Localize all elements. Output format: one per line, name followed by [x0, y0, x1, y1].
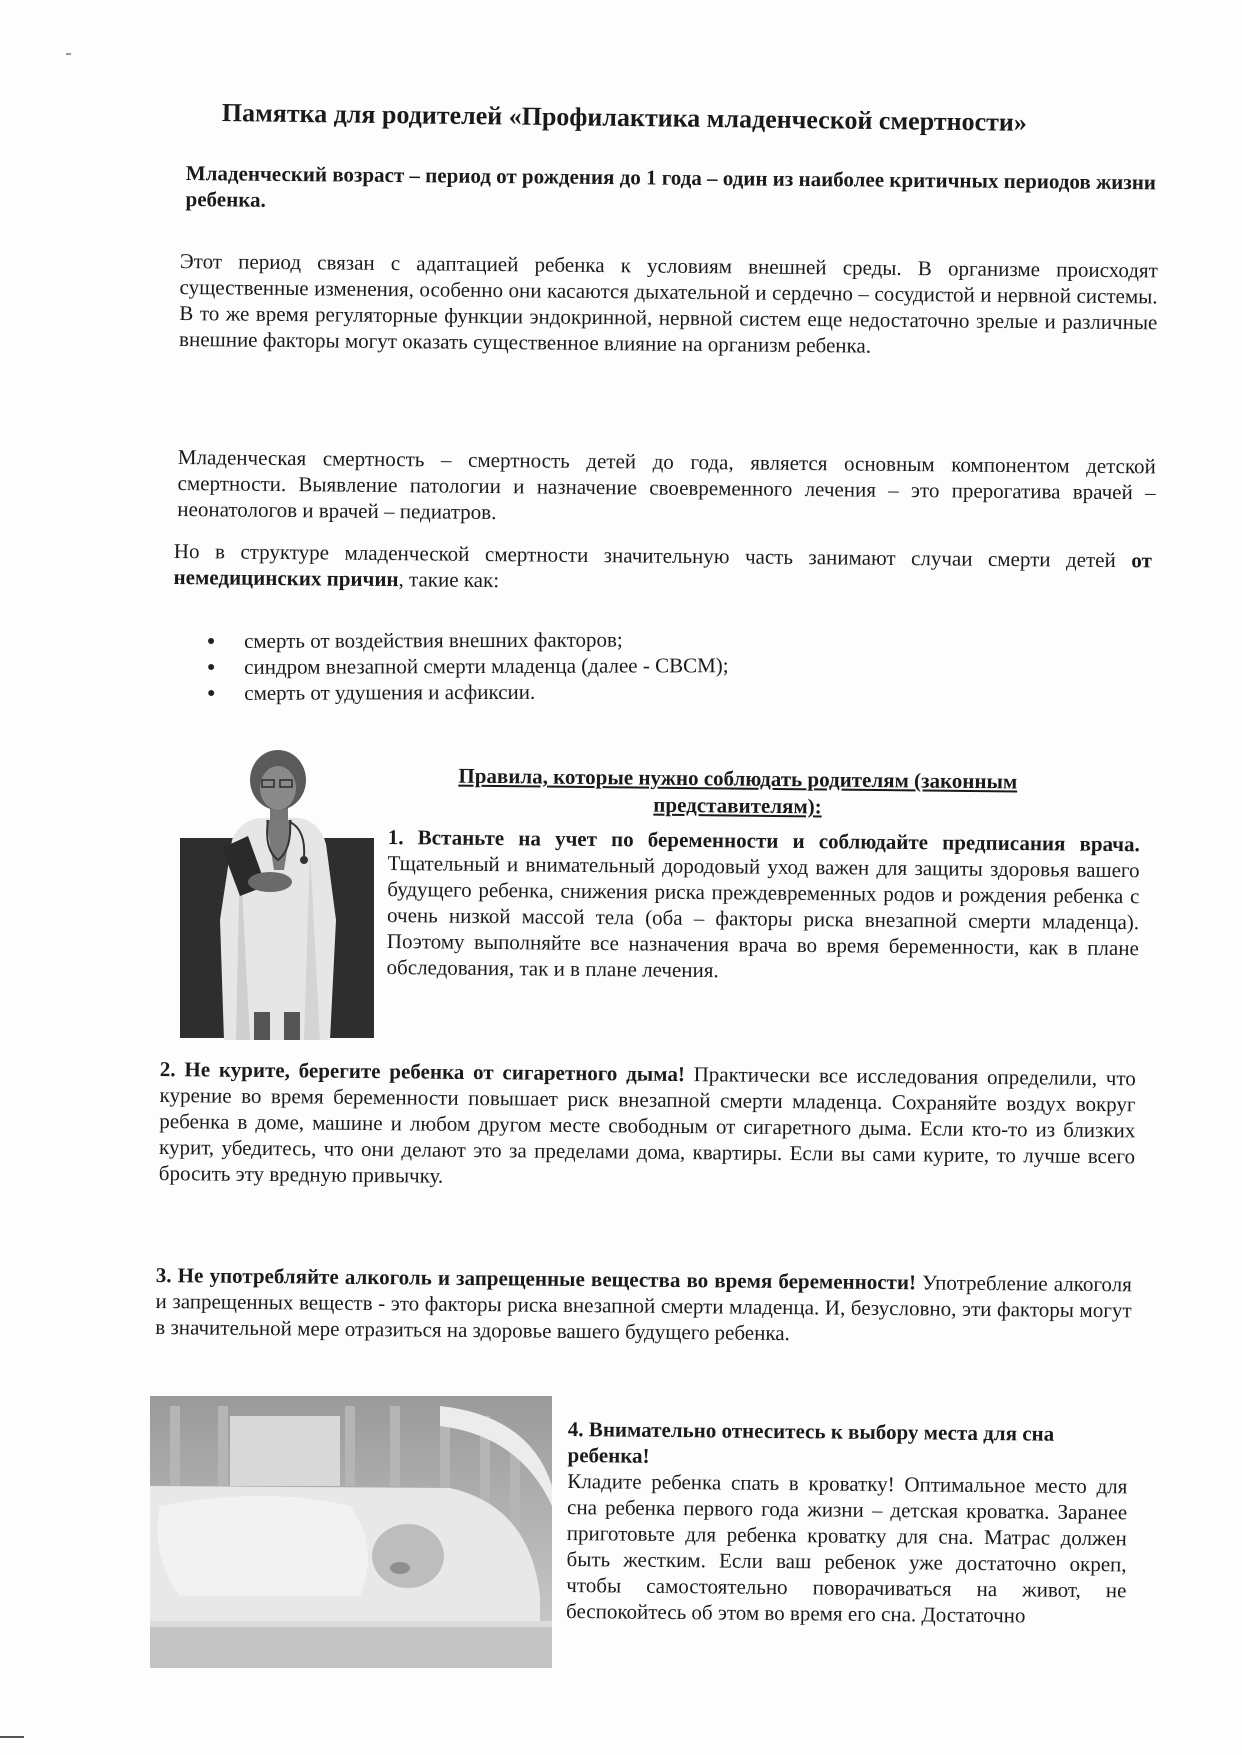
rule-text: Кладите ребенка спать в кроватку! Оптимальное место для сна ребенка первого года жизни – детская кроватка. Заранее приготовьте для ребенка кроватку для сна. Матрас должен быть жестким. Если ваш ребенок уже достаточно окреп, чтобы самостоятельно поворачиваться на живот, не беспокойтесь об этом во время его сна. Достаточно: [566, 1468, 1128, 1628]
sleeping-baby-photo: [150, 1396, 552, 1668]
list-item: смерть от удушения и асфиксии.: [204, 678, 729, 706]
paragraph-infant-mortality: Младенческая смертность – смертность детей до года, является основным компонентом детской смертности. Выявление патологии и назначение своевременного лечения – это прерогатива врачей – неонатологов и врачей – педиатров.: [177, 444, 1156, 525]
rule-heading: 1. Встаньте на учет по беременности и соблюдайте предписания врача.: [387, 824, 1140, 857]
rule-text: Употребление алкоголя и запрещенных веществ - это факторы риска внезапной смерти младенца. И, безусловно, эти факторы могут в значительной мере отразиться на здоровье вашего будущего ребенка.: [155, 1270, 1132, 1346]
doctor-illustration: [180, 740, 374, 1042]
lead-statement: Младенческий возраст – период от рождения до 1 года – один из наиболее критичных периодов жизни ребенка.: [185, 160, 1157, 212]
rule-1: [387, 824, 1140, 987]
rule-4: [566, 1416, 1128, 1629]
rule-text: Практически все исследования определили, что курение во время беременности повышает риск внезапной смерти младенца. Сохраняйте воздух вокруг ребенка в доме, машине и любом другом месте свободным от сигаретного дыма. Если кто-то из близких курит, убедитесь, что они делают это за пределами дома, квартиры. Если вы сами курите, то лучше всего бросить эту вредную привычку.: [158, 1062, 1136, 1188]
paragraph-adaptation: Этот период связан с адаптацией ребенка к условиям внешней среды. В организме происходят существенные изменения, особенно они касаются дыхательной и сердечно – сосудистой и нервной системы. В то же время регуляторные функции эндокринной, нервной систем еще недостаточно зрелые и различные внешние факторы могут оказать существенное влияние на организм ребенка.: [179, 248, 1158, 358]
scan-artifact-rule: [0, 1736, 24, 1738]
document-title: Памятка для родителей «Профилактика младенческой смертности»: [221, 98, 1028, 137]
rule-text: Тщательный и внимательный дородовый уход важен для защиты здоровья вашего будущего ребенка, снижения риска преждевременных родов и рождения ребенка с очень низкой массой тела (оба – факторы риска внезапной смерти младенца). Поэтому выполняйте все назначения врача во время беременности, как в плане обследования, так и в плане лечения.: [386, 850, 1140, 983]
paragraph-emphasis: от немедицинских причин: [173, 548, 1152, 592]
list-item: синдром внезапной смерти младенца (далее - СВСМ);: [204, 652, 729, 680]
rule-heading: 3. Не употребляйте алкоголь и запрещенные вещества во время беременности!: [155, 1263, 917, 1295]
rule-3: [155, 1262, 1132, 1349]
paragraph-text: Но в структуре младенческой смертности значительную часть занимают случаи смерти детей: [173, 538, 1132, 573]
list-item: смерть от воздействия внешних факторов;: [204, 626, 729, 654]
paragraph-text: , такие как:: [398, 567, 500, 593]
rule-2: [159, 1056, 1136, 1195]
causes-list: [204, 626, 729, 706]
paragraph-nonmedical-causes: [174, 538, 1152, 599]
rules-heading: Правила, которые нужно соблюдать родителям (законным представителям):: [458, 763, 1018, 819]
rule-heading: 2. Не курите, берегите ребенка от сигаретного дыма!: [159, 1057, 685, 1087]
rule-heading: 4. Внимательно отнеситесь к выбору места для сна ребенка!: [567, 1417, 1055, 1468]
scan-artifact-mark: [66, 53, 71, 55]
